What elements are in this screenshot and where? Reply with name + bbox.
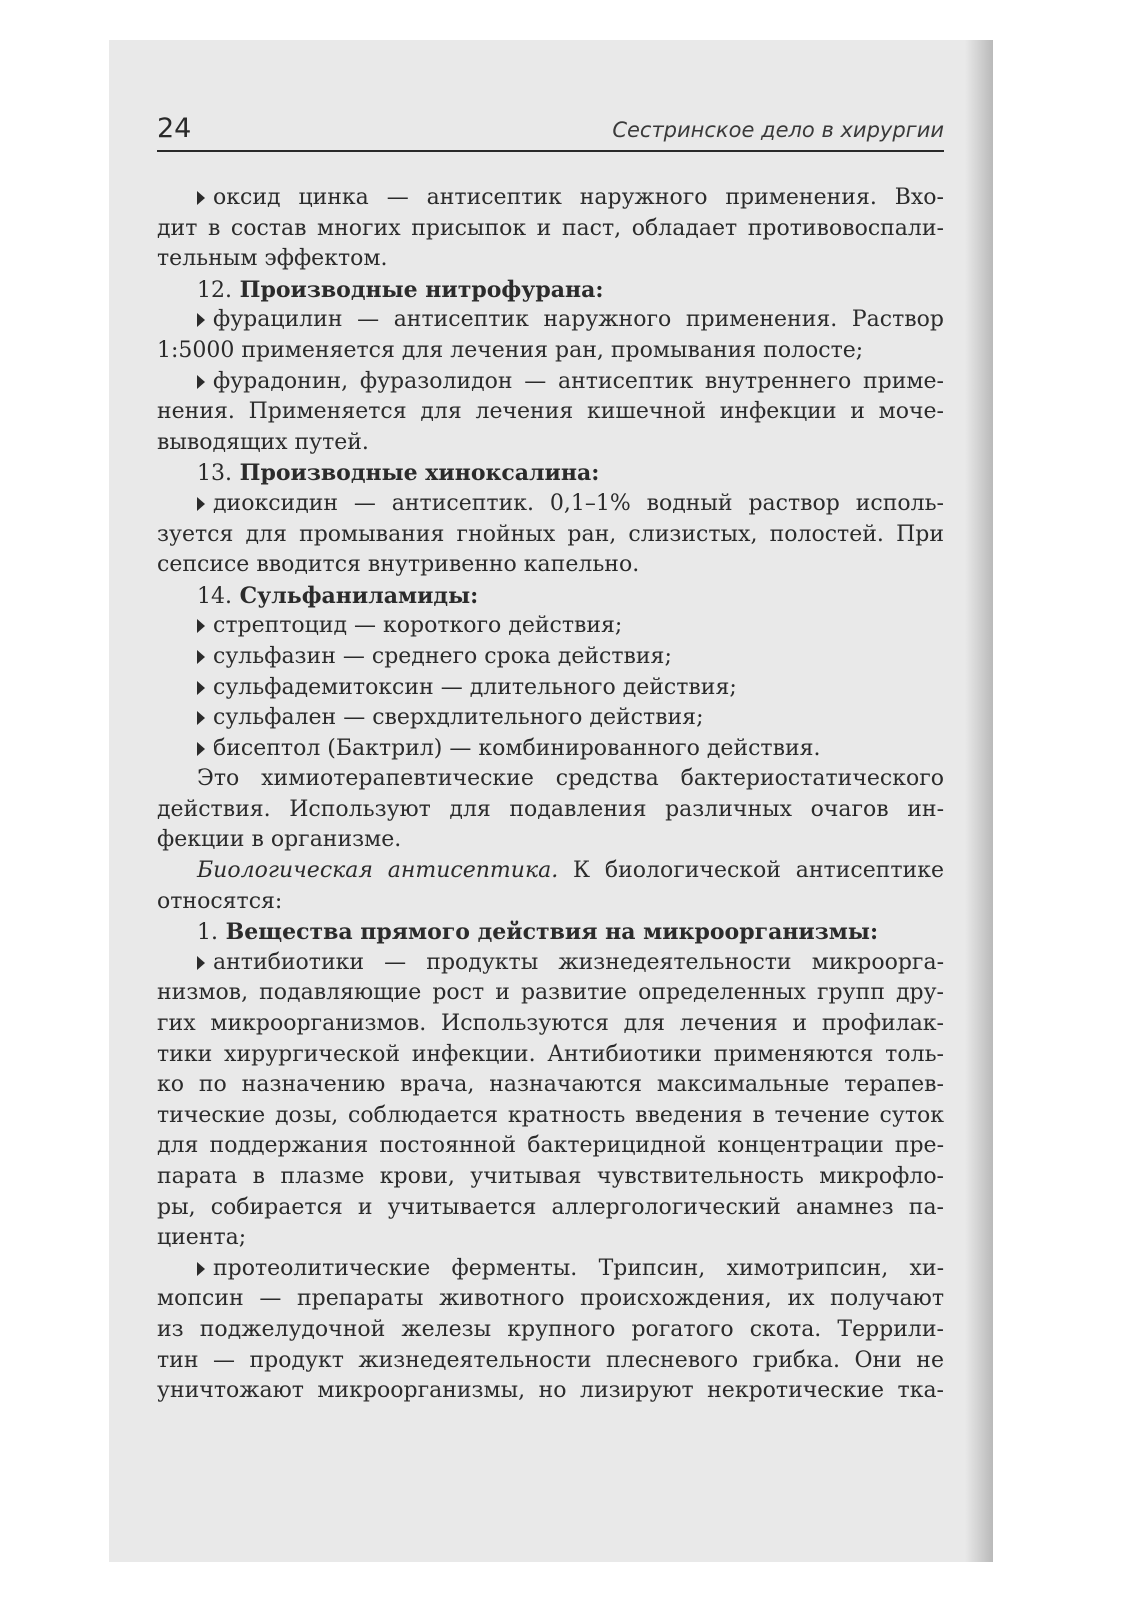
section-heading-text: Сульфаниламиды:	[239, 582, 479, 609]
bullet-item-text: бисептол (Бактрил) — комбинированного действия.	[213, 735, 821, 761]
book-spine-shadow	[965, 40, 993, 1562]
bullet-item-line	[157, 703, 944, 734]
paragraph-line	[157, 856, 944, 887]
paragraph-text: относятся:	[157, 888, 283, 914]
bullet-item-text: сульфазин — среднего срока действия;	[213, 643, 672, 669]
bullet-item-line	[157, 1254, 944, 1285]
bullet-item-text: протеолитические ферменты. Трипсин, химотрипсин, хи-	[213, 1255, 944, 1281]
paragraph-line	[157, 1101, 944, 1132]
bullet-icon	[197, 497, 205, 511]
paragraph-line	[157, 214, 944, 245]
paragraph-line	[157, 1131, 944, 1162]
paragraph-text: тические дозы, соблюдается кратность введения в течение суток	[157, 1102, 944, 1128]
bullet-item-line	[157, 489, 944, 520]
paragraph-text: низмов, подавляющие рост и развитие определенных групп дру-	[157, 980, 944, 1006]
bullet-item-line	[157, 305, 944, 336]
paragraph-line	[157, 795, 944, 826]
paragraph-text: действия. Используют для подавления различных очагов ин-	[157, 796, 944, 822]
paragraph-text: 1:5000 применяется для лечения ран, промывания полосте;	[157, 337, 864, 363]
bullet-item-line	[157, 611, 944, 642]
paragraph-line	[157, 1009, 944, 1040]
bullet-item-text: фурадонин, фуразолидон — антисептик внутреннего приме-	[213, 368, 944, 394]
section-heading-text: Вещества прямого действия на микроорганизмы:	[225, 919, 879, 946]
paragraph-line	[157, 1315, 944, 1346]
section-heading-text: Производные нитрофурана:	[239, 276, 604, 303]
bullet-item-text: фурацилин — антисептик наружного применения. Раствор	[213, 307, 944, 333]
paragraph-line	[157, 764, 944, 795]
paragraph-text: тельным эффектом.	[157, 246, 388, 272]
bullet-icon	[197, 681, 205, 695]
paragraph-line	[157, 978, 944, 1009]
section-number: 12.	[197, 277, 232, 303]
bullet-item-line	[157, 948, 944, 979]
paragraph-text: из поджелудочной железы крупного рогатого скота. Террили-	[157, 1316, 944, 1342]
paragraph-text: тин — продукт жизнедеятельности плесневого грибка. Они не	[157, 1347, 944, 1373]
paragraph-line	[157, 1376, 944, 1407]
italic-term: Биологическая антисептика.	[197, 858, 559, 884]
paragraph-line	[157, 1193, 944, 1224]
paragraph-line	[157, 428, 944, 459]
paragraph-line	[157, 1070, 944, 1101]
paragraph-text: нения. Применяется для лечения кишечной инфекции и моче-	[157, 399, 944, 425]
section-heading	[157, 581, 944, 612]
section-heading-text: Производные хиноксалина:	[239, 460, 600, 487]
bullet-item-line	[157, 673, 944, 704]
paragraph-line	[157, 1162, 944, 1193]
paragraph-line	[157, 887, 944, 918]
bullet-icon	[197, 375, 205, 389]
bullet-item-text: антибиотики — продукты жизнедеятельности микроорга-	[213, 949, 944, 975]
section-number: 13.	[197, 461, 232, 487]
bullet-item-line	[157, 642, 944, 673]
body-text	[157, 183, 944, 1407]
paragraph-text: сепсисе вводится внутривенно капельно.	[157, 552, 640, 578]
paragraph-text: мопсин — препараты животного происхождения, их получают	[157, 1286, 944, 1312]
paragraph-text: ры, собирается и учитывается аллергологический анамнез па-	[157, 1194, 944, 1220]
section-heading	[157, 917, 944, 948]
bullet-icon	[197, 619, 205, 633]
scanned-page	[109, 40, 993, 1562]
paragraph-line	[157, 520, 944, 551]
paragraph-line	[157, 397, 944, 428]
section-heading	[157, 275, 944, 306]
paragraph-text: тики хирургической инфекции. Антибиотики применяются толь-	[157, 1041, 944, 1067]
bullet-icon	[197, 313, 205, 327]
bullet-icon	[197, 1262, 205, 1276]
paragraph-text: циента;	[157, 1225, 247, 1251]
paragraph-text: уничтожают микроорганизмы, но лизируют некротические тка-	[157, 1378, 944, 1404]
paragraph-line	[157, 244, 944, 275]
paragraph-line	[157, 1346, 944, 1377]
paragraph-text: дит в состав многих присыпок и паст, обладает противовоспали-	[157, 215, 944, 241]
bullet-icon	[197, 956, 205, 970]
bullet-item-line	[157, 367, 944, 398]
paragraph-line	[157, 1284, 944, 1315]
bullet-icon	[197, 742, 205, 756]
bullet-item-line	[157, 183, 944, 214]
paragraph-text: Это химиотерапевтические средства бактериостатического	[197, 766, 944, 792]
paragraph-text: выводящих путей.	[157, 429, 369, 455]
bullet-icon	[197, 711, 205, 725]
paragraph-text: ко по назначению врача, назначаются максимальные терапев-	[157, 1072, 944, 1098]
paragraph-text: зуется для промывания гнойных ран, слизистых, полостей. При	[157, 521, 944, 547]
paragraph-text: К биологической антисептике	[573, 858, 944, 884]
page-header	[157, 110, 944, 152]
section-heading	[157, 458, 944, 489]
page-number: 24	[157, 113, 192, 144]
running-title: Сестринское дело в хирургии	[612, 118, 944, 142]
bullet-item-text: оксид цинка — антисептик наружного применения. Вхо-	[213, 185, 944, 210]
bullet-item-text: диоксидин — антисептик. 0,1–1% водный раствор исполь-	[213, 490, 944, 516]
paragraph-text: гих микроорганизмов. Используются для лечения и профилак-	[157, 1011, 944, 1037]
paragraph-text: парата в плазме крови, учитывая чувствительность микрофло-	[157, 1164, 944, 1189]
paragraph-line	[157, 550, 944, 581]
bullet-icon	[197, 650, 205, 664]
bullet-item-text: сульфадемитоксин — длительного действия;	[213, 674, 737, 700]
paragraph-line	[157, 1223, 944, 1254]
bullet-item-text: сульфален — сверхдлительного действия;	[213, 705, 704, 731]
paragraph-line	[157, 825, 944, 856]
bullet-item-text: стрептоцид — короткого действия;	[213, 613, 623, 639]
section-number: 14.	[197, 583, 232, 609]
bullet-item-line	[157, 734, 944, 765]
section-number: 1.	[197, 920, 218, 946]
bullet-icon	[197, 191, 205, 205]
paragraph-line	[157, 1040, 944, 1071]
paragraph-line	[157, 336, 944, 367]
paragraph-text: для поддержания постоянной бактерицидной концентрации пре-	[157, 1133, 944, 1159]
paragraph-text: фекции в организме.	[157, 827, 402, 853]
